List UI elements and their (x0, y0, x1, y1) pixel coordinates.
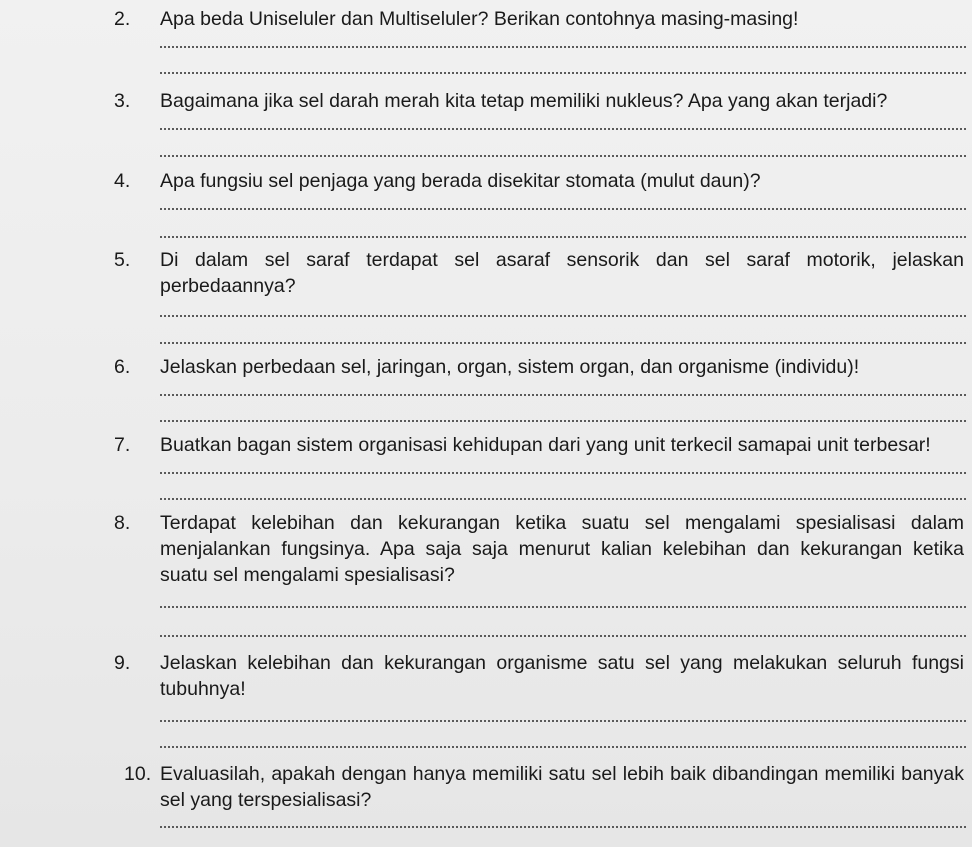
question-number: 4. (114, 170, 131, 192)
question-number: 6. (114, 356, 131, 378)
answer-line[interactable] (160, 236, 966, 238)
question-text: Apa beda Uniseluler dan Multiseluler? Berikan contohnya masing-masing! (160, 8, 799, 30)
answer-line[interactable] (160, 208, 966, 210)
answer-line[interactable] (160, 315, 966, 317)
question-text: Terdapat kelebihan dan kekurangan ketika suatu sel mengalami spesialisasi dalam (160, 512, 964, 534)
question-text: Di dalam sel saraf terdapat sel asaraf sensorik dan sel saraf motorik, jelaskan (160, 249, 964, 271)
answer-line[interactable] (160, 746, 966, 748)
answer-line[interactable] (160, 342, 966, 344)
question-text: Jelaskan perbedaan sel, jaringan, organ, sistem organ, dan organisme (individu)! (160, 356, 860, 378)
answer-line[interactable] (160, 394, 966, 396)
answer-line[interactable] (160, 128, 966, 130)
question-number: 9. (114, 652, 131, 674)
answer-line[interactable] (160, 72, 966, 74)
answer-line[interactable] (160, 46, 966, 48)
question-text-continued: tubuhnya! (160, 678, 246, 700)
question-number: 10. (124, 763, 152, 785)
question-number: 5. (114, 249, 131, 271)
question-text: Jelaskan kelebihan dan kekurangan organisme satu sel yang melakukan seluruh fungsi (160, 652, 964, 674)
answer-line[interactable] (160, 155, 966, 157)
question-text-continued: suatu sel mengalami spesialisasi? (160, 564, 455, 586)
question-text: Buatkan bagan sistem organisasi kehidupan dari yang unit terkecil samapai unit terbesar! (160, 434, 931, 456)
answer-line[interactable] (160, 606, 966, 608)
question-text-continued: perbedaannya? (160, 275, 296, 297)
answer-line[interactable] (160, 826, 966, 828)
question-number: 2. (114, 8, 131, 30)
answer-line[interactable] (160, 420, 966, 422)
question-text-continued: menjalankan fungsinya. Apa saja saja menurut kalian kelebihan dan kekurangan ketika (160, 538, 964, 560)
question-number: 3. (114, 90, 131, 112)
question-text-continued: sel yang terspesialisasi? (160, 789, 372, 811)
question-number: 7. (114, 434, 131, 456)
question-text: Apa fungsiu sel penjaga yang berada disekitar stomata (mulut daun)? (160, 170, 761, 192)
question-text: Bagaimana jika sel darah merah kita tetap memiliki nukleus? Apa yang akan terjadi? (160, 90, 888, 112)
question-text: Evaluasilah, apakah dengan hanya memiliki satu sel lebih baik dibandingan memiliki banyak (160, 763, 964, 785)
answer-line[interactable] (160, 498, 966, 500)
answer-line[interactable] (160, 635, 966, 637)
answer-line[interactable] (160, 472, 966, 474)
answer-line[interactable] (160, 720, 966, 722)
question-number: 8. (114, 512, 131, 534)
